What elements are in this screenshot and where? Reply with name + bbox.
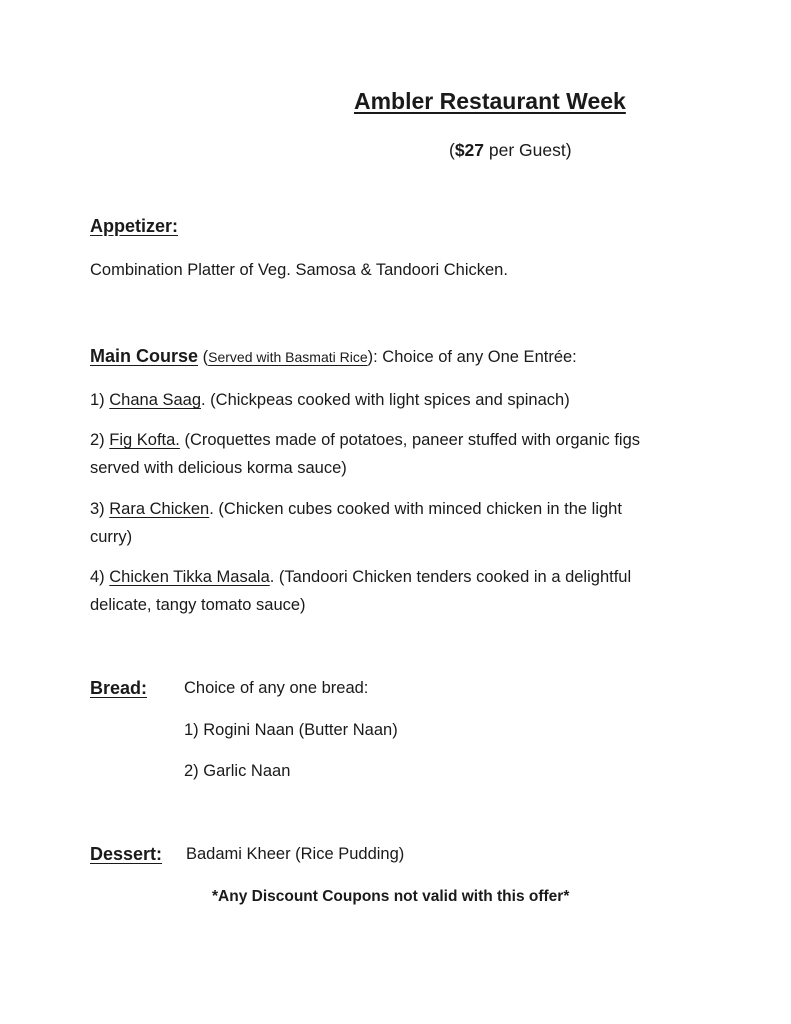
entree-item-3: [90, 500, 622, 519]
bread-option-1: 1) Rogini Naan (Butter Naan): [184, 721, 398, 739]
price-rest: per Guest): [484, 140, 572, 160]
entree-3-desc-cont: curry): [90, 528, 133, 546]
entree-choice-text: : Choice of any One Entrée:: [373, 348, 577, 366]
bread-option-2: 2) Garlic Naan: [184, 762, 291, 780]
entree-3-name: Rara Chicken: [109, 500, 210, 518]
price-open: (: [449, 140, 455, 160]
entree-4-desc: . (Tandoori Chicken tenders cooked in a delightful: [269, 568, 632, 586]
entree-4-num: 4): [90, 568, 110, 586]
entree-4-name: Chicken Tikka Masala: [109, 568, 270, 586]
entree-item-4: [90, 568, 631, 587]
entree-item-2: [90, 431, 640, 450]
bread-heading: Bread:: [90, 678, 148, 698]
price-line: [449, 140, 572, 161]
entree-2-desc: (Croquettes made of potatoes, paneer stuffed with organic figs: [179, 431, 641, 449]
entree-3-num: 3): [90, 500, 110, 518]
page-title: Ambler Restaurant Week: [354, 88, 626, 114]
served-close: ): [367, 348, 374, 366]
entree-2-num: 2): [90, 431, 110, 449]
appetizer-text: Combination Platter of Veg. Samosa & Tandoori Chicken.: [90, 261, 508, 279]
entree-1-num: 1): [90, 391, 110, 409]
entree-3-desc: . (Chicken cubes cooked with minced chicken in the light: [209, 500, 622, 518]
main-course-heading: Main Course: [90, 346, 199, 366]
dessert-heading: Dessert:: [90, 844, 163, 864]
entree-2-desc-cont: served with delicious korma sauce): [90, 459, 347, 477]
entree-1-desc: . (Chickpeas cooked with light spices and spinach): [201, 391, 570, 409]
entree-4-desc-cont: delicate, tangy tomato sauce): [90, 596, 306, 614]
main-course-heading-line: [90, 346, 577, 367]
discount-footnote: *Any Discount Coupons not valid with this offer*: [212, 888, 570, 905]
served-with-note: Served with Basmati Rice: [208, 349, 368, 365]
bread-intro: Choice of any one bread:: [184, 679, 369, 697]
entree-1-name: Chana Saag: [109, 391, 202, 409]
entree-2-name: Fig Kofta.: [109, 431, 180, 449]
price-amount: $27: [454, 140, 485, 160]
served-open: (: [198, 348, 209, 366]
appetizer-heading: Appetizer:: [90, 216, 179, 236]
entree-item-1: [90, 391, 570, 410]
dessert-text: Badami Kheer (Rice Pudding): [186, 845, 405, 863]
